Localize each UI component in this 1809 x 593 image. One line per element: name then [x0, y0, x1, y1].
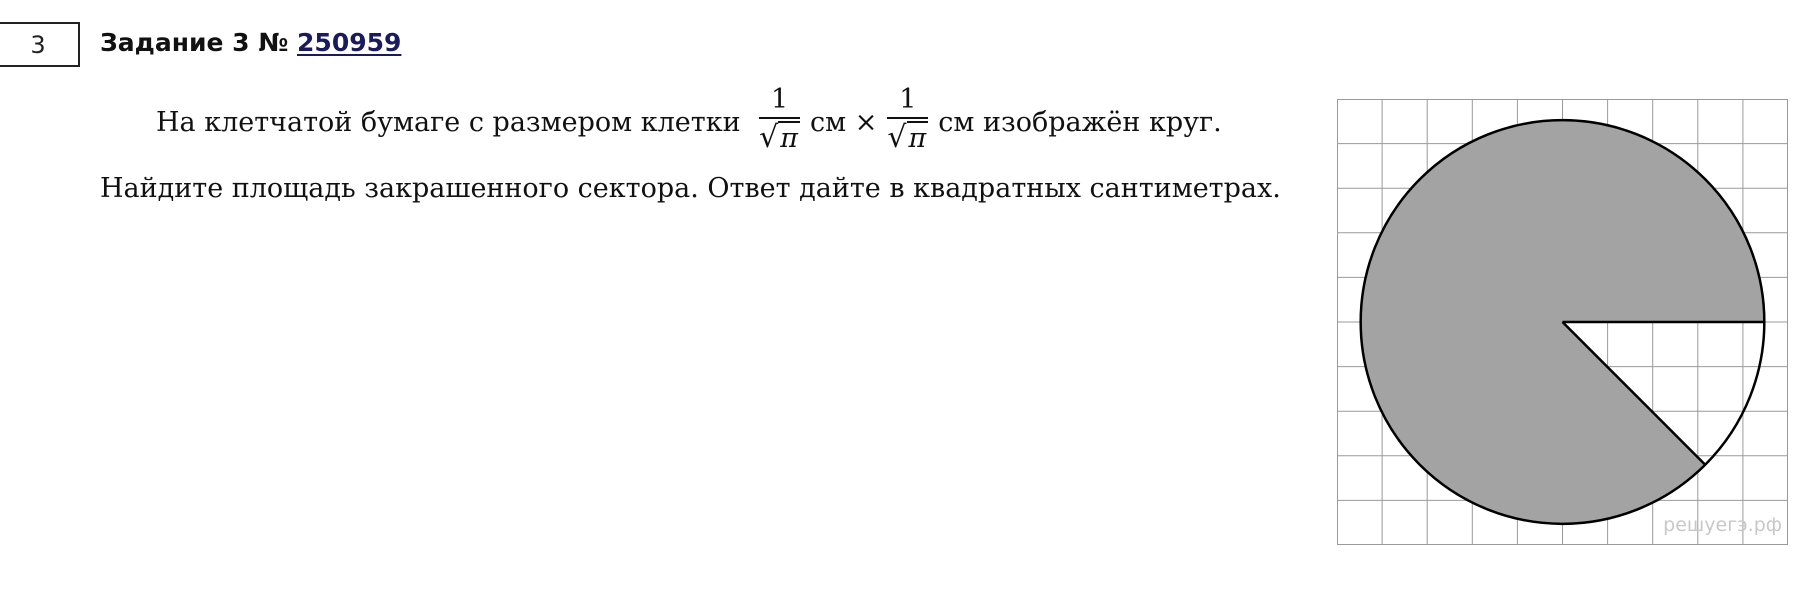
times-symbol: ×: [854, 107, 878, 138]
unit-label: см: [810, 107, 847, 138]
unit-label: см: [938, 107, 975, 138]
task-number-box: [0, 22, 80, 67]
fraction-radicand: π: [908, 123, 927, 154]
fraction-numerator: 1: [887, 86, 928, 119]
fraction-denominator: [887, 119, 928, 153]
problem-statement: [100, 84, 1315, 221]
cell-size-fraction-2: [887, 86, 928, 153]
fraction-denominator: [759, 119, 800, 153]
circle-sector-figure: [1337, 99, 1788, 549]
task-number: 3: [30, 30, 46, 59]
fraction-numerator: 1: [759, 86, 800, 119]
task-header-label: Задание 3 №: [100, 28, 298, 57]
watermark: решуегэ.рф: [1663, 514, 1782, 536]
sqrt-symbol: √: [759, 120, 779, 155]
grid-figure-svg: [1337, 99, 1788, 545]
cell-size-fraction-1: [759, 86, 800, 153]
fraction-radicand: π: [780, 123, 799, 154]
task-header: [100, 28, 401, 57]
sqrt-symbol: √: [887, 120, 907, 155]
problem-text-question: изображён круг. Найдите площадь закрашенного сектора. Ответ дайте в квадратных сантиметрах.: [100, 107, 1281, 204]
problem-text-intro: На клетчатой бумаге с размером клетки: [156, 107, 741, 138]
task-id-link[interactable]: 250959: [297, 28, 402, 57]
